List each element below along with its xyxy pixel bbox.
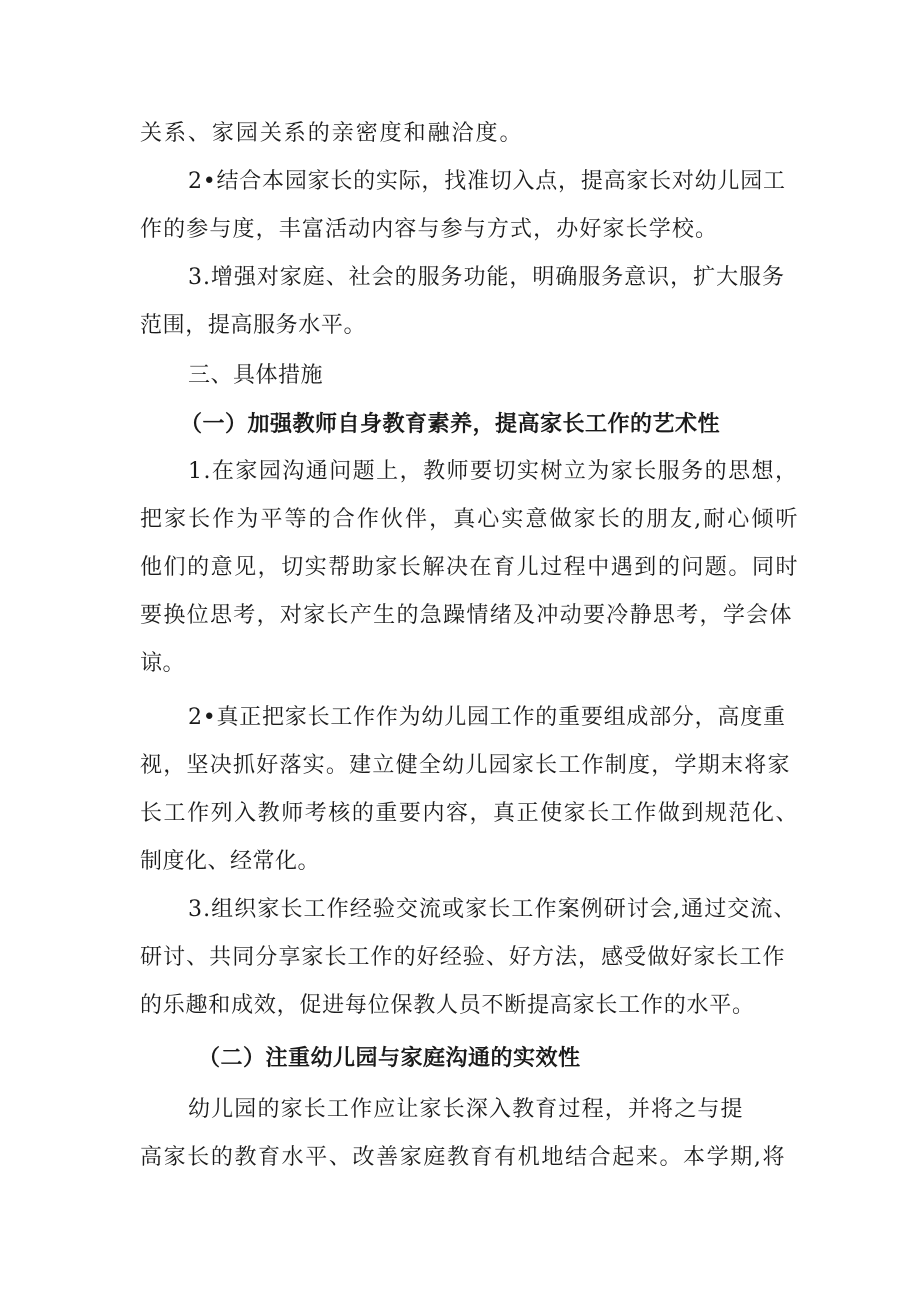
paragraph-line: 关系、家园关系的亲密度和融洽度。 [140, 121, 524, 146]
paragraph-line: 谅。 [140, 651, 186, 676]
paragraph-line: 3.组织家长工作经验交流或家长工作案例研讨会,通过交流、 [188, 897, 797, 922]
section-heading: 三、具体措施 [188, 363, 324, 388]
paragraph-line: 范围，提高服务水平。 [140, 313, 367, 338]
paragraph-line: 3.增强对家庭、社会的服务功能，明确服务意识，扩大服务 [188, 265, 785, 290]
paragraph-line: 长工作列入教师考核的重要内容，真正使家长工作做到规范化、 [140, 801, 800, 826]
paragraph-line: 高家长的教育水平、改善家庭教育有机地结合起来。本学期,将 [140, 1145, 787, 1170]
paragraph-line: 幼儿园的家长工作应让家长深入教育过程，并将之与提 [188, 1097, 744, 1122]
paragraph-line: 1.在家园沟通问题上，教师要切实树立为家长服务的思想， [188, 459, 799, 484]
paragraph-line: 的乐趣和成效，促进每位保教人员不断提高家长工作的水平。 [140, 993, 755, 1018]
paragraph-line: 2•结合本园家长的实际，找准切入点，提高家长对幼儿园工 [188, 169, 786, 194]
paragraph-line: 要换位思考，对家长产生的急躁情绪及冲动要冷静思考，学会体 [140, 603, 793, 628]
subsection-heading: （二）注重幼儿园与家庭沟通的实效性 [198, 1045, 581, 1071]
paragraph-line: 作的参与度，丰富活动内容与参与方式，办好家长学校。 [140, 217, 719, 242]
paragraph-line: 他们的意见，切实帮助家长解决在育儿过程中遇到的问题。同时 [140, 555, 800, 580]
paragraph-line: 把家长作为平等的合作伙伴，真心实意做家长的朋友,耐心倾听 [140, 507, 800, 532]
subsection-heading: （一）加强教师自身教育素养，提高家长工作的艺术性 [180, 411, 721, 437]
paragraph-line: 制度化、经常化。 [140, 849, 321, 874]
paragraph-line: 视，坚决抓好落实。建立健全幼儿园家长工作制度，学期末将家 [140, 753, 791, 778]
paragraph-line: 2•真正把家长工作作为幼儿园工作的重要组成部分，高度重 [188, 705, 786, 730]
paragraph-line: 研讨、共同分享家长工作的好经验、好方法，感受做好家长工作 [140, 945, 786, 970]
